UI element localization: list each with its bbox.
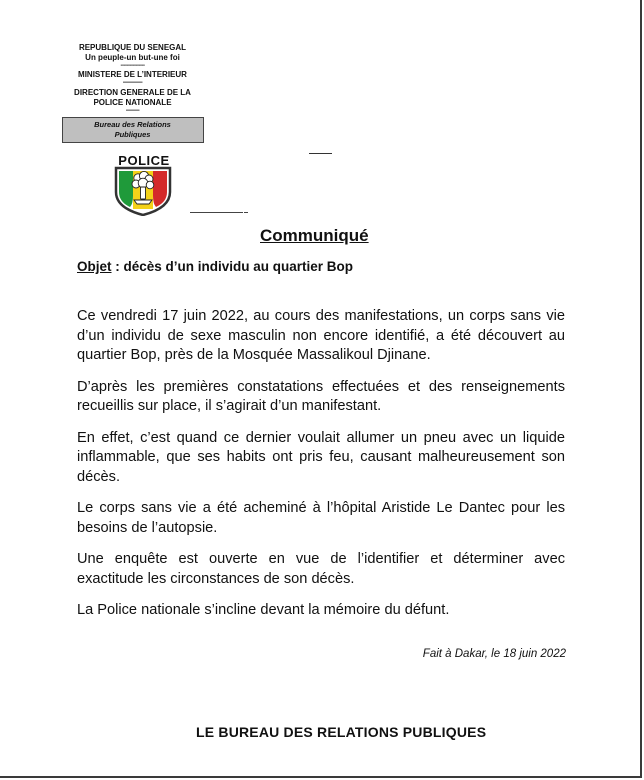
separator: --------- <box>125 108 140 114</box>
separator: ------------- <box>122 80 143 86</box>
police-crest-icon <box>110 166 176 216</box>
body-paragraph: D’après les premières constatations effectuées et des renseignements recueillis sur place, il s’agirait d’un manifestant. <box>77 378 565 414</box>
directorate-line-1: DIRECTION GENERALE DE LA <box>74 88 191 97</box>
decorative-line <box>244 212 248 213</box>
body-paragraph: En effet, c’est quand ce dernier voulait allumer un pneu avec un liquide inflammable, que ses habits ont pris feu, causant malheureusement son décès. <box>77 429 565 485</box>
bureau-line-1: Bureau des Relations <box>94 120 171 129</box>
place-date-line: Fait à Dakar, le 18 juin 2022 <box>422 648 566 660</box>
subject-label: Objet <box>77 259 112 274</box>
signature-block: LE BUREAU DES RELATIONS PUBLIQUES <box>196 724 487 740</box>
document-title: Communiqué <box>260 226 369 245</box>
body-paragraph: Ce vendredi 17 juin 2022, au cours des manifestations, un corps sans vie d’un individu de sexe masculin non encore identifié, a été découvert au quartier Bop, près de la Mosquée Massalikoul Djinane. <box>77 308 565 363</box>
republic-name: REPUBLIQUE DU SENEGAL <box>78 43 187 52</box>
subject-text: : décès d’un individu au quartier Bop <box>111 259 354 274</box>
national-motto: Un peuple-un but-une foi <box>85 53 180 62</box>
subject-line <box>77 259 353 274</box>
decorative-line <box>190 212 243 213</box>
decorative-line <box>309 153 332 154</box>
separator: ---------------- <box>120 63 145 69</box>
ministry-name: MINISTERE DE L’INTERIEUR <box>78 70 187 79</box>
body-paragraph: La Police nationale s’incline devant la mémoire du défunt. <box>77 602 450 618</box>
bureau-line-2: Publiques <box>114 130 151 139</box>
communique-body <box>77 307 565 633</box>
police-logo-label: POLICE <box>118 153 170 168</box>
body-paragraph: Une enquête est ouverte en vue de l’identifier et déterminer avec exactitude les circonstances de son décès. <box>77 551 565 587</box>
body-paragraph: Le corps sans vie a été acheminé à l’hôpital Aristide Le Dantec pour les besoins de l’autopsie. <box>77 500 565 536</box>
directorate-line-2: POLICE NATIONALE <box>93 98 172 107</box>
letterhead <box>60 43 205 143</box>
bureau-box <box>62 117 204 143</box>
